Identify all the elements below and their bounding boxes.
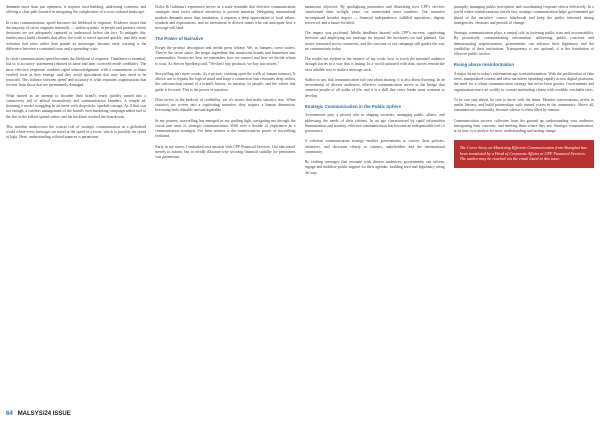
paragraph: Early in my career, I embarked on a mission with CPF Financial Services. Our aim wasn't merely to inform, but to vividly illustrate why securing financial stability for pensioners was paramount. [155, 144, 296, 159]
magazine-name: MALSYS/24 ISSUE [17, 411, 71, 417]
page-number: 64 [6, 411, 13, 417]
paragraph: The impact was profound. Media headlines buzzed with CPF's success, captivating investors and amplifying our message far beyond the brochures we had planned. Our stories resonated across continents, and the outcome of our campaign still guides the way we communicate today. [304, 31, 445, 51]
paragraph: Forget the product description and media press release. We, as humans, crave stories. They're the secret sauce, the magic ingredient that transforms brands and businesses into communities. Stories are how we remember, how we connect and how we decide whom to trust. As Steven Spielberg said, "We don't buy products; we buy into stories." [155, 45, 296, 66]
paragraph: paramount objective. By spotlighting pensioners and illustrating how CPF's services transformed their twilight years, we transcended mere numbers. Our narrative encompassed broader impact — financial independence, fulfilled aspirations, dignity preserved, and a future fortified. [304, 5, 445, 25]
paragraph: demands more than just openness; it requires trust-building, addressing concerns, and offering a clear path forward in navigating the complexities of a cross-cultural landscape. [6, 5, 147, 15]
paragraph: In crisis communication, speed becomes the lifeblood of response. Evidence shows that the majority of crises originate internally — within systems, in people and partners whose decisions are not adequately captured or understood before the fact. To mitigate this, leaders must build channels that allow the truth to travel upward quickly, and they must welcome bad news rather than punish its messenger, because early warning is the difference between a contained issue and a spreading crisis. [6, 20, 147, 51]
paragraph: Data serves as the bedrock of credibility, yet it's stories that make statistics stay. When statistics are woven into a captivating narrative, they acquire a human dimension, becoming both relatable and unforgettable. [155, 97, 296, 113]
paragraph: What started as an attempt to broaden their brand's reach quickly turned into a controversy full of ethical insensitivity and communication blunders. A simple ad, featuring a model struggling in an arena with chopsticks, sparked outrage. As if that was not enough, a careless management of the brand's own marketing campaign added fuel to the fire as the fallout spread online and the backlash reached the boardroom. [6, 93, 147, 119]
paragraph: This incident underscores the critical role of strategic communication in a globalised world where every message can travel at the speed of a tweet, which is possibly the speed of light. Here, understanding cultural nuances is paramount. [6, 124, 147, 140]
section-heading: The Power of Narrative [155, 36, 204, 42]
paragraph: Communication success cultivates from the ground up: understanding your audience, anticipating their concerns, and meeting them where they are. Strategic communication, at its best, is a catalyst for trust, understanding and lasting change. [453, 118, 594, 133]
section-heading: Strategic Communication in the Public Sphere [304, 103, 402, 109]
paragraph: By crafting messages that resonate with diverse audiences, governments can inform, engage and mobilise public support for their agendas, building trust and legitimacy along the way. [304, 160, 445, 175]
column-1 [6, 5, 146, 409]
paragraph: Governments play a pivotal role in shaping societies, managing public affairs, and addressing the needs of their citizens. In an age characterised by rapid information dissemination and scrutiny, effective communication has become an indispensable tool of governance. [304, 113, 445, 133]
paragraph: Storytelling isn't mere words; it's a picture, cracking open the walls of human memory. It allows one to bypass the logical mind and forge a connection that resonates deep within, the subconscious turned of a brand's history, its mission, its people, and the values that guide it forward. This is the power of narrative. [155, 71, 296, 92]
column-3 [305, 5, 445, 409]
section-heading: Rising above misinformation [453, 62, 515, 68]
page-footer [6, 409, 594, 419]
paragraph: Suffice to say, that communication isn't just about sharing; it is also about listening. In an environment of diverse audiences, effective communication serves as the bridge that connects people of all walks of life, and it is a skill that every leader must continue to develop. [304, 77, 445, 98]
paragraph: In my journey, storytelling has emerged as my guiding light, navigating me through the twists and turns of strategic communication. With over a decade of experience as a communication strategist, I've been witness to the transformative power of storytelling firsthand. [155, 118, 296, 139]
column-4 [454, 5, 594, 409]
paragraph: promptly, managing public perception, and coordinating response efforts effectively. In a world where misinformation travels fast, strategic communication helps governments get ahead of the narrative, correct falsehoods and keep the public informed during emergencies, elections and periods of change. [453, 5, 594, 25]
paragraph: In crisis communication, speed becomes the lifeblood of response. Timeliness is essential, but so is accuracy: statements released in haste and later corrected erode credibility. The most effective responses combine rapid acknowledgement with a commitment to share verified facts as they emerge, and they avoid speculation that may later need to be retracted. This balance between speed and accuracy is what separates organisations that recover from those that are permanently damaged. [6, 57, 147, 88]
column-2 [155, 5, 295, 409]
author-callout: The Cover Story on Mastering Effective Communication from Shanghai has been translated by a Head of Corporate Affairs at CPF Financial Services. The author may be reached via the email listed in this issue. [454, 140, 594, 168]
column-4-text [454, 5, 594, 134]
paragraph: A coherent communication strategy enables governments to convey their policies, initiatives, and decisions clearly to citizens, stakeholders and the international community. [304, 139, 445, 154]
paragraph: The results are evident in the essence of my work: how to touch the intended audience through stories in a way that is lasting. In a world saturated with data, stories remain the most reliable way to make a message stick. [304, 57, 445, 72]
paragraph: To be one step ahead, be sure to move with the times. Monitor conversations, invest in media literacy, and build partnerships with trusted voices in the community. Above all, communicate consistently, because silence is often filled by rumour. [453, 97, 594, 113]
paragraph: A major threat to today's information age is misinformation. With the proliferation of fake news, manipulated content and false narratives spreading rapidly across digital platforms, the need for a robust communication strategy has never been greater. Governments and organisations must act swiftly to counter misleading claims with credible, verifiable facts. [453, 71, 594, 92]
paragraph: Dolce & Gabbana's experience serves as a stark reminder that effective communication strategies must factor cultural sensitivity to prevent missteps. Navigating international markets demands more than translation; it requires a deep appreciation of local values, symbols and expectations, and an investment in diverse teams who can anticipate how a message will land. [155, 5, 296, 30]
paragraph: Strategic communication plays a central role in fostering public trust and accountability. By proactively communicating information, addressing public concerns and demonstrating responsiveness, governments can enhance their legitimacy and the credibility of their institutions. Transparency is not optional; it is the foundation of effective public service. [453, 31, 594, 56]
article-body [6, 5, 594, 409]
